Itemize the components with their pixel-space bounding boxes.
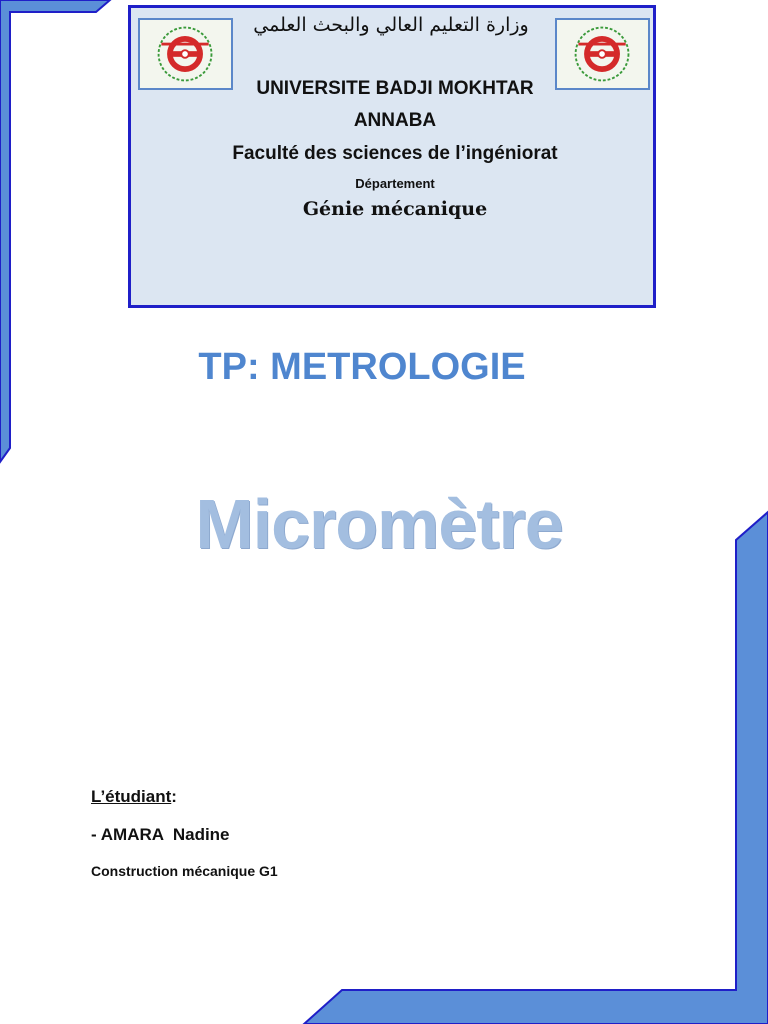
student-label bbox=[91, 787, 177, 807]
subject-title: Micromètre bbox=[195, 485, 563, 563]
ministry-name: وزارة التعليم العالي والبحث العلمي bbox=[253, 14, 529, 36]
university-header bbox=[128, 5, 656, 308]
student-name: - AMARA Nadine bbox=[91, 825, 230, 844]
top-left-frame-corner bbox=[0, 0, 110, 462]
tp-title: TP: METROLOGIE bbox=[198, 346, 526, 388]
student-label-word: L’étudiant bbox=[91, 787, 172, 806]
student-label-colon: : bbox=[171, 787, 177, 806]
student-group: Construction mécanique G1 bbox=[91, 863, 278, 879]
university-city: ANNABA bbox=[353, 110, 437, 131]
faculty-name: Faculté des sciences de l’ingéniorat bbox=[232, 143, 558, 164]
department-label: Département bbox=[355, 176, 435, 191]
department-name: Génie mécanique bbox=[302, 198, 488, 220]
university-name: UNIVERSITE BADJI MOKHTAR bbox=[256, 78, 534, 99]
bottom-right-frame-corner bbox=[304, 512, 768, 1024]
